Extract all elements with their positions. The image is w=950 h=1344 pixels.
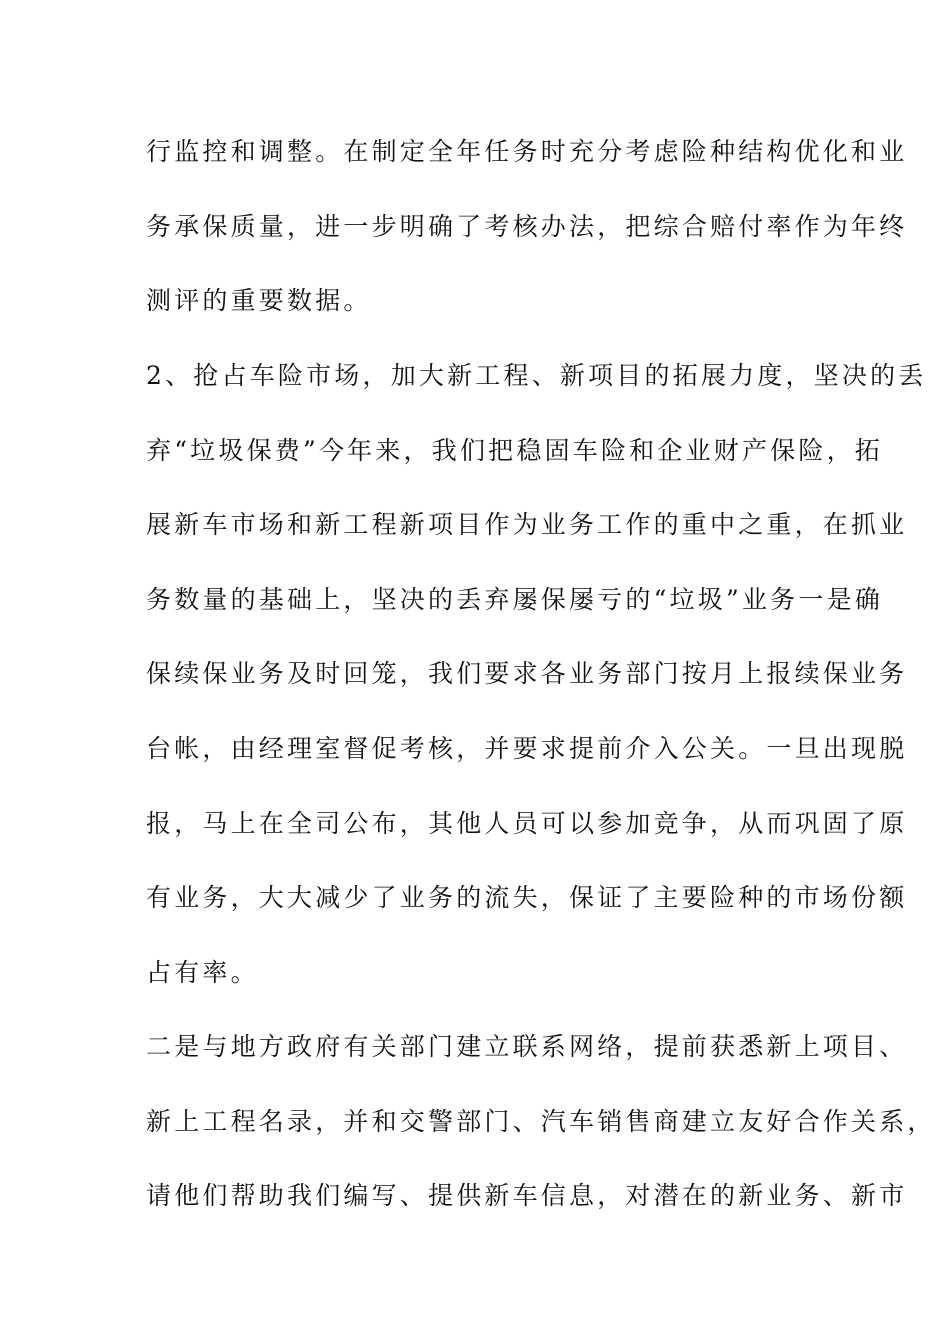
text-line-1: 行监控和调整。在制定全年任务时充分考虑险种结构优化和业 <box>146 137 908 166</box>
text-line-2: 务承保质量，进一步明确了考核办法，把综合赔付率作为年终 <box>146 212 908 241</box>
text-line-7: 务数量的基础上，坚决的丢弃屡保屡亏的“垃圾”业务一是确 <box>146 585 883 614</box>
text-line-10: 报，马上在全司公布，其他人员可以参加竞争，从而巩固了原 <box>146 809 908 838</box>
text-line-3: 测评的重要数据。 <box>146 286 372 315</box>
text-line-4: 2、抢占车险市场，加大新工程、新项目的拓展力度，坚决的丢 <box>146 361 927 390</box>
text-line-15: 请他们帮助我们编写、提供新车信息，对潜在的新业务、新市 <box>146 1181 908 1210</box>
text-line-11: 有业务，大大减少了业务的流失，保证了主要险种的市场份额 <box>146 883 908 912</box>
text-line-13: 二是与地方政府有关部门建立联系网络，提前获悉新上项目、 <box>146 1032 908 1061</box>
text-line-6: 展新车市场和新工程新项目作为业务工作的重中之重，在抓业 <box>146 510 908 539</box>
text-line-12: 占有率。 <box>146 958 259 987</box>
text-line-5: 弃“垃圾保费”今年来，我们把稳固车险和企业财产保险，拓 <box>146 436 883 465</box>
text-line-9: 台帐，由经理室督促考核，并要求提前介入公关。一旦出现脱 <box>146 734 908 763</box>
text-line-8: 保续保业务及时回笼，我们要求各业务部门按月上报续保业务 <box>146 659 908 688</box>
text-line-14: 新上工程名录，并和交警部门、汽车销售商建立友好合作关系， <box>146 1107 936 1136</box>
